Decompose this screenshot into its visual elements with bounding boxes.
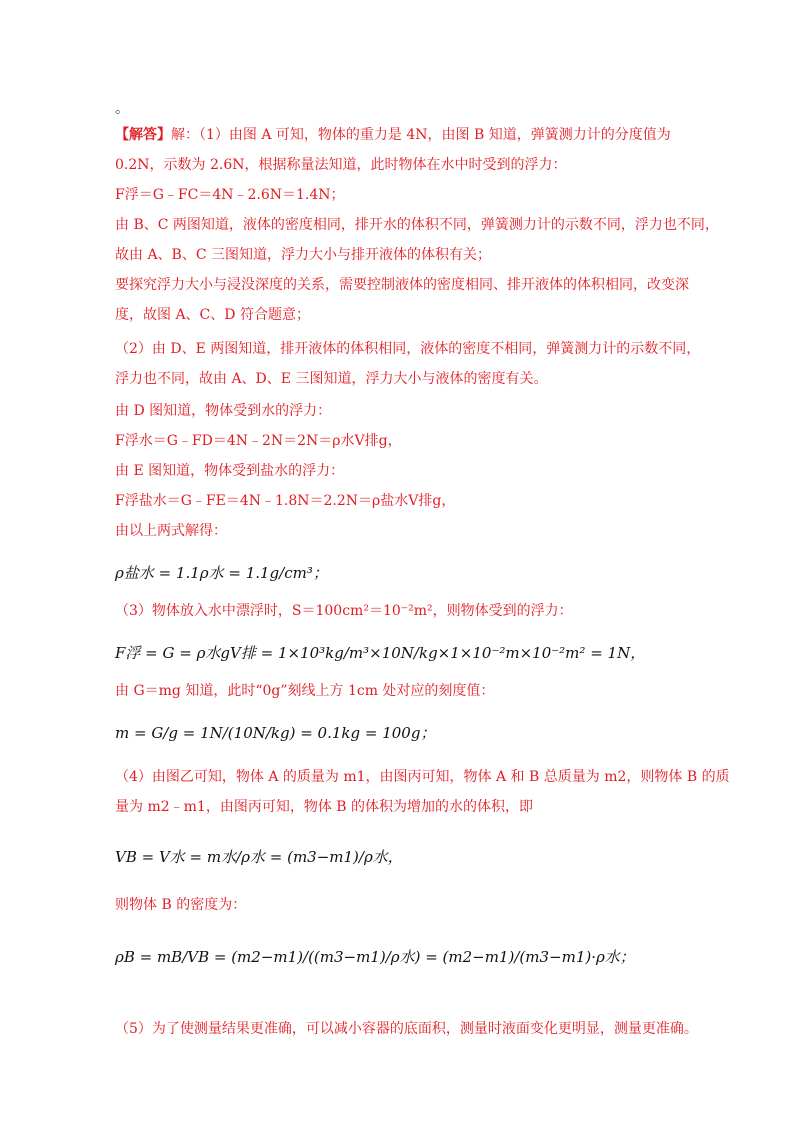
answer-line-1 bbox=[115, 126, 671, 144]
formula-f-water: F浮水＝G﹣FD＝4N﹣2N＝2N＝ρ水V排g， bbox=[115, 433, 402, 449]
answer-tag: 【解答】 bbox=[115, 127, 171, 143]
part-2-line-7: 由以上两式解得： bbox=[115, 523, 227, 539]
part-4-line-1: （4）由图乙可知，物体 A 的质量为 m1，由图丙可知，物体 A 和 B 总质量为 m2，则物体 B 的质 bbox=[115, 769, 730, 785]
answer-line-6: 要探究浮力大小与浸没深度的关系，需要控制液体的密度相同、排开液体的体积相同，改变深 bbox=[115, 277, 689, 293]
part-2-line-2: 浮力也不同，故由 A、D、E 三图知道，浮力大小与液体的密度有关。 bbox=[115, 371, 548, 387]
answer-line-7: 度，故图 A、C、D 符合题意； bbox=[115, 307, 310, 323]
part-4-line-2: 量为 m2﹣m1，由图丙可知，物体 B 的体积为增加的水的体积，即 bbox=[115, 799, 534, 815]
math-buoyancy-float: F浮 = G = ρ水gV排 = 1×10³kg/m³×10N/kg×1×10⁻²m×10⁻²m² = 1N， bbox=[115, 644, 646, 662]
formula-f-saltwater: F浮盐水＝G﹣FE＝4N﹣1.8N＝2.2N＝ρ盐水V排g， bbox=[115, 493, 456, 509]
leading-period: 。 bbox=[115, 101, 129, 117]
answer-line-1-text: 解：（1）由图 A 可知，物体的重力是 4N，由图 B 知道，弹簧测力计的分度值为 bbox=[171, 127, 671, 143]
part-2-line-1: （2）由 D、E 两图知道，排开液体的体积相同，液体的密度不相同，弹簧测力计的示数不同， bbox=[115, 341, 701, 357]
part-5-line-1: （5）为了使测量结果更准确，可以减小容器的底面积，测量时液面变化更明显，测量更准确。 bbox=[115, 1021, 698, 1037]
formula-buoyancy-water: F浮＝G﹣FC＝4N﹣2.6N＝1.4N； bbox=[115, 187, 345, 203]
math-density-saltwater: ρ盐水 = 1.1ρ水 = 1.1g/cm³； bbox=[115, 564, 328, 582]
math-mass-calc: m = G/g = 1N/(10N/kg) = 0.1kg = 100g； bbox=[115, 724, 436, 742]
answer-line-5: 故由 A、B、C 三图知道，浮力大小与排开液体的体积有关； bbox=[115, 247, 492, 263]
part-3-line-1: （3）物体放入水中漂浮时，S＝100cm²＝10⁻²m²，则物体受到的浮力： bbox=[115, 603, 573, 619]
part-2-line-3: 由 D 图知道，物体受到水的浮力： bbox=[115, 403, 332, 419]
answer-line-4: 由 B、C 两图知道，液体的密度相同，排开水的体积不同，弹簧测力计的示数不同，浮力也不同， bbox=[115, 217, 719, 233]
part-4-line-3: 则物体 B 的密度为： bbox=[115, 897, 247, 913]
part-2-line-5: 由 E 图知道，物体受到盐水的浮力： bbox=[115, 463, 345, 479]
math-volume-b: VB = V水 = m水/ρ水 = (m3−m1)/ρ水， bbox=[115, 848, 403, 866]
answer-line-2: 0.2N，示数为 2.6N，根据称量法知道，此时物体在水中时受到的浮力： bbox=[115, 157, 567, 173]
part-3-line-2: 由 G＝mg 知道，此时“0g”刻线上方 1cm 处对应的刻度值： bbox=[115, 683, 495, 699]
math-density-b: ρB = mB/VB = (m2−m1)/((m3−m1)/ρ水) = (m2−m1)/(m3−m1)·ρ水； bbox=[115, 948, 635, 966]
